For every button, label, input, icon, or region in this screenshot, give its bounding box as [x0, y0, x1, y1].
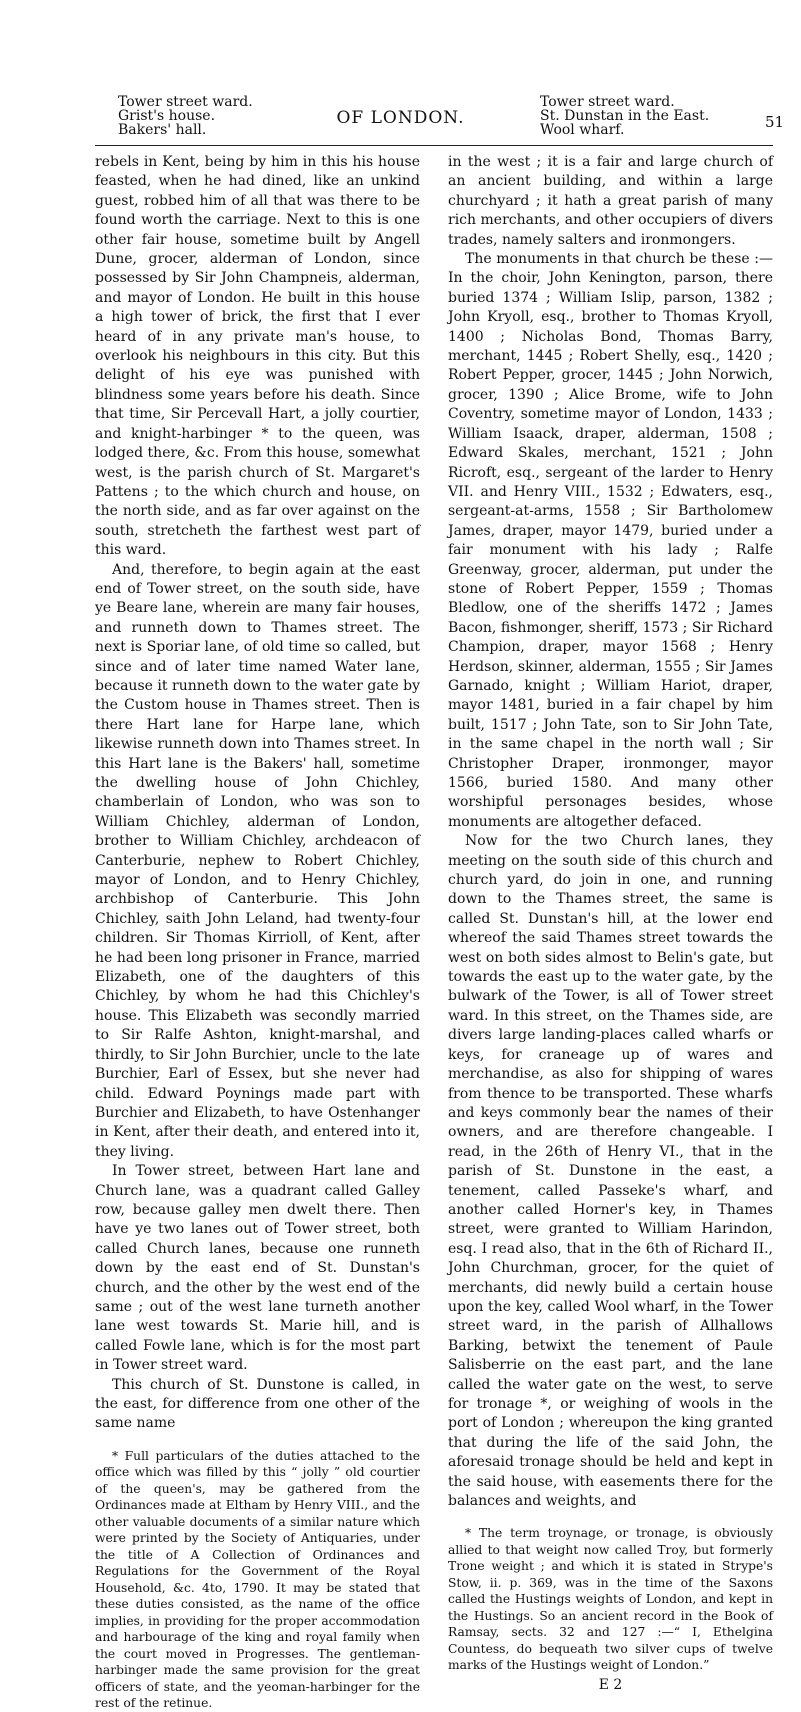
paragraph: The monuments in that church be these :—In the choir, John Kenington, parson, there buried 1374 ; William Islip, parson, 1382 ; John Kryoll, esq., brother to Thomas Kryoll, 1400 ; Nicholas Bond, Thomas Barry, merchant, 1445 ; Robert Shelly, esq., 1420 ; Robert Pepper, grocer, 1445 ; John Norwich, grocer, 1390 ; Alice Brome, wife to John Coventry, sometime mayor of London, 1433 ; William Isaack, draper, alderman, 1508 ; Edward Skales, merchant, 1521 ; John Ricroft, esq., sergeant of the larder to Henry VII. and Henry VIII., 1532 ; Edwaters, esq., sergeant-at-arms, 1558 ; Sir Bartholomew James, draper, mayor 1479, buried under a fair monument with his lady ; Ralfe Greenway, grocer, alderman, put under the stone of Robert Pepper, 1559 ; Thomas Bledlow, one of the sheriffs 1472 ; James Bacon, fishmonger, sheriff, 1573 ; Sir Richard Champion, draper, mayor 1568 ; Henry Herdson, skinner, alderman, 1555 ; Sir James Garnado, knight ; William Hariot, draper, mayor 1481, buried in a fair chapel by him built, 1517 ; John Tate, son to Sir John Tate, in the same chapel in the north wall ; Sir Christopher Draper, ironmonger, mayor 1566, buried 1580. And many other worshipful personages besides, whose monuments are altogether defaced.: [448, 251, 773, 830]
footnote: [95, 1448, 420, 1712]
left-column: [95, 153, 420, 1712]
paragraph: rebels in Kent, being by him in this his house feasted, when he had dined, like an unkind guest, robbed him of all that was there to be found worth the carriage. Next to this is one other fair house, sometime built by Angell Dune, grocer, alderman of London, since possessed by Sir John Champneis, alderman, and mayor of London. He built in this house a high tower of brick, the first that I ever heard of in any private man's house, to overlook his neighbours in this city. But this delight of his eye was punished with blindness some years before his death. Since that time, Sir Percevall Hart, a jolly courtier, and knight-harbinger * to the queen, was lodged there, &c. From this house, somewhat west, is the parish church of St. Margaret's Pattens ; to the which church and house, on the north side, and as far over against on the south, stretcheth the farthest west part of this ward.: [95, 154, 420, 559]
footnote-text: * Full particulars of the duties attached to the office which was filled by this “ jolly ” old courtier of the queen's, may be gathered from the Ordinances made at Eltham by Henry VIII., and the other valuable documents of a similar nature which were printed by the Society of Antiquaries, under the title of A Collection of Ordinances and Regulations for the Government of the Royal Household, &c. 4to, 1790. It may be stated that these duties consisted, as the name of the office implies, in providing for the proper accommodation and harbourage of the king and royal family when the court moved in Progresses. The gentleman-harbinger made the same provision for the great officers of state, and the yeoman-harbinger for the rest of the retinue.: [95, 1448, 420, 1711]
header-left-line: Bakers' hall.: [118, 122, 207, 138]
header-right-line: St. Dunstan in the East.: [540, 108, 710, 124]
header-right-line: Tower street ward.: [540, 94, 675, 110]
page-number: 51: [765, 113, 785, 131]
header-right-line: Wool wharf.: [540, 122, 625, 138]
paragraph: And, therefore, to begin again at the east end of Tower street, on the south side, have ye Beare lane, wherein are many fair houses, and runneth down to Thames street. The next is Sporiar lane, of old time so called, but since and of later time named Water lane, because it runneth down to the water gate by the Custom house in Thames street. Then is there Hart lane for Harpe lane, which likewise runneth down into Thames street. In this Hart lane is the Bakers' hall, sometime the dwelling house of John Chichley, chamberlain of London, who was son to William Chichley, alderman of London, brother to William Chichley, archdeacon of Canterburie, nephew to Robert Chichley, mayor of London, and to Henry Chichley, archbishop of Canterburie. This John Chichley, saith John Leland, had twenty-four children. Sir Thomas Kirrioll, of Kent, after he had been long prisoner in France, married Elizabeth, one of the daughters of this Chichley, by whom he had this Chichley's house. This Elizabeth was secondly married to Sir Ralfe Ashton, knight-marshal, and thirdly, to Sir John Burchier, uncle to the late Burchier, Earl of Essex, but she never had child. Edward Poynings made part with Burchier and Elizabeth, to have Ostenhanger in Kent, after their death, and entered into it, they living.: [95, 561, 420, 1160]
header-right-marginalia: [540, 95, 709, 137]
header-rule: [95, 145, 773, 146]
header-left-line: Grist's house.: [118, 108, 216, 124]
signature-mark: E 2: [598, 1676, 623, 1693]
paragraph: Now for the two Church lanes, they meeting on the south side of this church and church yard, do join in one, and running down to the Thames street, the same is called St. Dunstan's hill, at the lower end whereof the said Thames street towards the west on both sides almost to Belin's gate, but towards the east up to the water gate, by the bulwark of the Tower, is all of Tower street ward. In this street, on the Thames side, are divers large landing-places called wharfs or keys, for craneage up of wares and merchandise, as also for shipping of wares from thence to be transported. These wharfs and keys commonly bear the names of their owners, and are therefore changeable. I read, in the 26th of Henry VI., that in the parish of St. Dunstone in the east, a tenement, called Passeke's wharf, and another called Horner's key, in Thames street, were granted to William Harindon, esq. I read also, that in the 6th of Richard II., John Churchman, grocer, for the quiet of merchants, did newly build a certain house upon the key, called Wool wharf, in the Tower street ward, in the parish of Allhallows Barking, betwixt the tenement of Paule Salisberrie on the east part, and the lane called the water gate on the west, to serve for tronage *, or weighing of wools in the port of London ; whereupon the king granted that during the life of the said John, the aforesaid tronage should be held and kept in the said house, with easements there for the balances and weights, and: [448, 833, 773, 1510]
header-left-line: Tower street ward.: [118, 94, 253, 110]
paragraph: This church of St. Dunstone is called, in the east, for difference from one other of the same name: [95, 1376, 420, 1432]
footnote-text: * The term troynage, or tronage, is obviously allied to that weight now called Troy, but formerly Trone weight ; and which it is stated in Strype's Stow, ii. p. 369, was in the time of the Saxons called the Hustings weights of London, and kept in the Hustings. So an ancient record in the Book of Ramsay, sects. 32 and 127 :—“ I, Ethelgina Countess, do bequeath two silver cups of twelve marks of the Hustings weight of London.”: [448, 1526, 773, 1673]
paragraph: in the west ; it is a fair and large church of an ancient building, and within a large churchyard ; it hath a great parish of many rich merchants, and other occupiers of divers trades, namely salters and ironmongers.: [448, 154, 773, 248]
running-header: [0, 0, 801, 138]
right-column: [448, 153, 773, 1695]
footnote: [448, 1525, 773, 1674]
header-title: OF LONDON.: [336, 108, 465, 128]
paragraph: In Tower street, between Hart lane and Church lane, was a quadrant called Galley row, because galley men dwelt there. Then have ye two lanes out of Tower street, both called Church lanes, because one runneth down by the east end of St. Dunstan's church, and the other by the west end of the same ; out of the west lane turneth another lane west towards St. Marie hill, and is called Fowle lane, which is for the most part in Tower street ward.: [95, 1163, 420, 1374]
